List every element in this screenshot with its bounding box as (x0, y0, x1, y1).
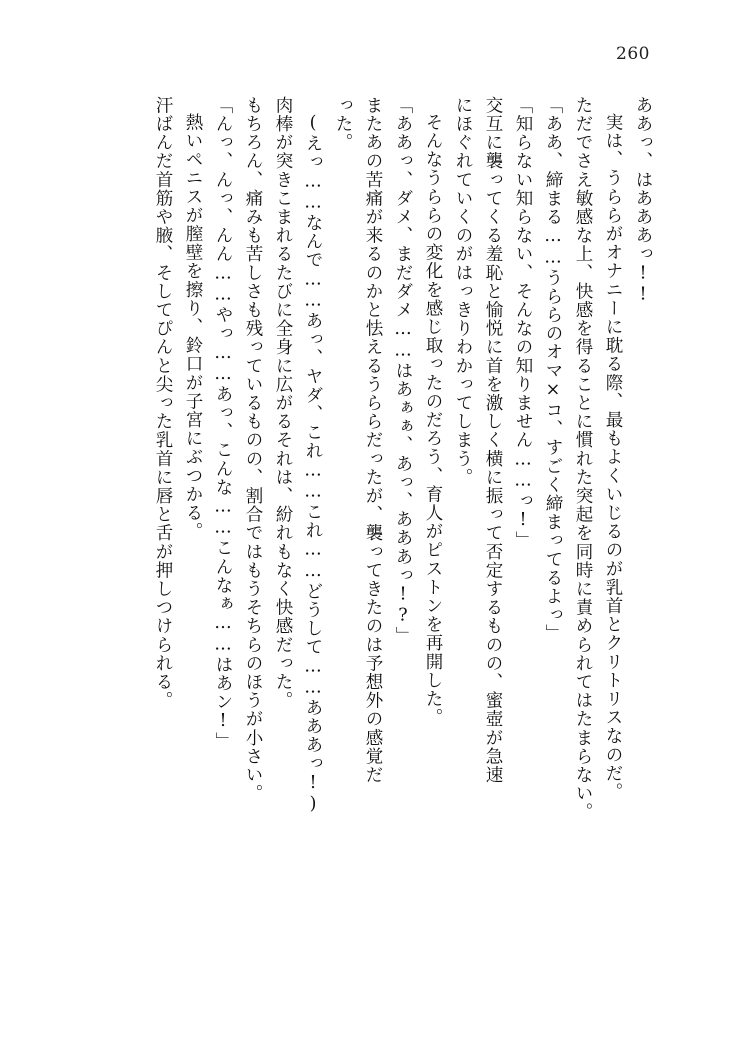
text-line: った。 (333, 96, 353, 152)
text-line: 「知らない知らない、そんなの知りません……っ!」 (513, 96, 533, 550)
text-line: にほぐれていくのがはっきりわかってしまう。 (453, 96, 473, 487)
text-line: 肉棒が突きこまれるたびに全身に広がるそれは、紛れもなく快感だった。 (273, 96, 293, 710)
text-line: またあの苦痛が来るのかと怯えるうららだったが、襲ってきたのは予想外の感覚だ (363, 96, 383, 785)
page-number: 260 (616, 44, 650, 64)
text-line: 「んっ、んっ、んん……やっ……あっ、こんな……こんなぁ……はあン!」 (213, 96, 233, 751)
text-line: 交互に襲ってくる羞恥と愉悦に首を激しく横に振って否定するものの、蜜壺が急速 (483, 96, 503, 785)
text-line: 「ああっ、ダメ、まだダメ……はあぁぁ、あっ、あああっ!?」 (393, 96, 413, 646)
text-line: 「ああ、締まる……うららのオマ×コ、すごく締まってるよっ」 (543, 96, 563, 643)
text-line: 実は、うららがオナニーに耽る際、最もよくいじるのが乳首とクリトリスなのだ。 (603, 113, 623, 802)
text-line: ただでさえ敏感な上、快感を得ることに慣れた突起を同時に責められてはたまらない。 (573, 96, 593, 822)
text-line: 熱いペニスが膣壁を擦り、鈴口が子宮にぶつかる。 (183, 113, 203, 541)
text-line: (えっ……なんで……あっ、ヤダ、これ……これ……どうして……あああっ!) (303, 113, 323, 816)
text-line: 汗ばんだ首筋や腋、そしてぴんと尖った乳首に唇と舌が押しつけられる。 (153, 96, 173, 710)
text-line: そんなうららの変化を感じ取ったのだろう、育人がピストンを再開した。 (423, 113, 443, 727)
text-line: ああっ、はあああっ!! (633, 96, 653, 306)
text-line: もちろん、痛みも苦しさも残っているものの、割合ではもうそちらのほうが小さい。 (243, 96, 263, 803)
body-text (78, 96, 658, 886)
